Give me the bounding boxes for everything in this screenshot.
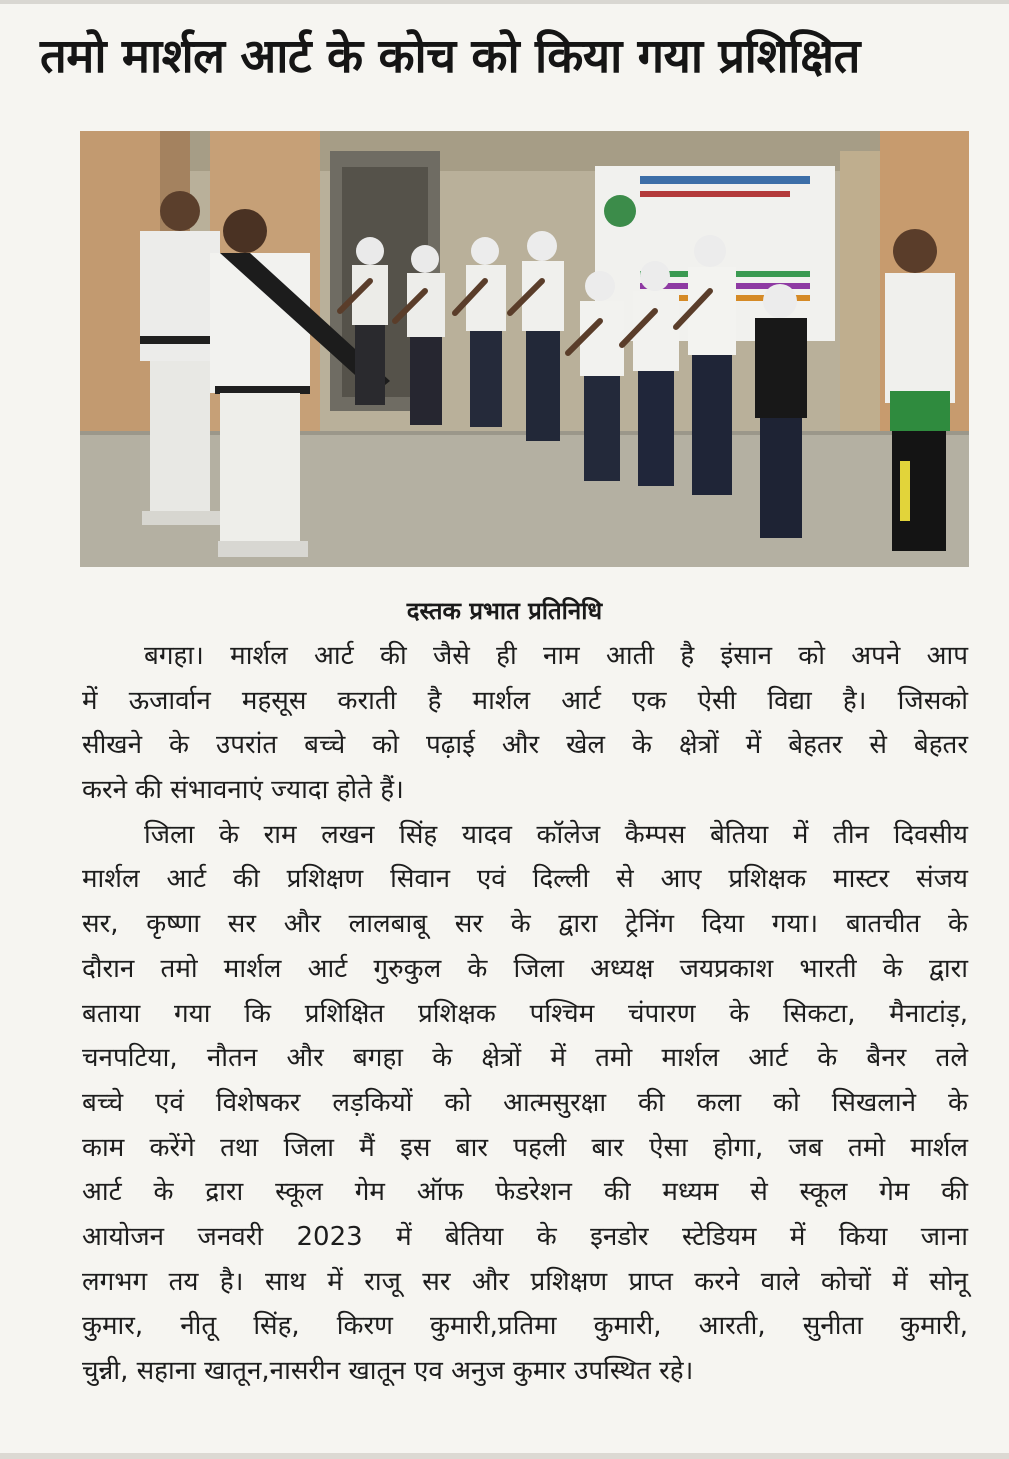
- byline: दस्तक प्रभात प्रतिनिधि: [406, 597, 603, 625]
- article-line: चुन्नी, सहाना खातून,नासरीन खातून एव अनुज कुमार उपस्थित रहे।: [82, 1356, 694, 1386]
- article-line: करने की संभावनाएं ज्यादा होते हैं।: [82, 775, 404, 806]
- article-line: आयोजन जनवरी 2023 में बेतिया के इनडोर स्टेडियम में किया जाना: [82, 1221, 968, 1252]
- page-bottom-edge: [0, 1453, 1009, 1459]
- article-line: सर, कृष्णा सर और लालबाबू सर के द्वारा ट्रेनिंग दिया गया। बातचीत के: [82, 909, 968, 940]
- article-body: [82, 634, 968, 1394]
- article-line: बताया गया कि प्रशिक्षित प्रशिक्षक पश्चिम चंपारण के सिकटा, मैनाटांड़,: [82, 998, 968, 1029]
- article-line: मार्शल आर्ट की प्रशिक्षण सिवान एवं दिल्ली से आए प्रशिक्षक मास्टर संजय: [82, 864, 968, 895]
- page-top-edge: [0, 0, 1009, 4]
- article-line: चनपटिया, नौतन और बगहा के क्षेत्रों में तमो मार्शल आर्ट के बैनर तले: [82, 1043, 968, 1074]
- article-line: जिला के राम लखन सिंह यादव कॉलेज कैम्पस बेतिया में तीन दिवसीय: [144, 819, 968, 850]
- article-line: लगभग तय है। साथ में राजू सर और प्रशिक्षण प्राप्त करने वाले कोचों में सोनू: [82, 1266, 968, 1297]
- training-scene-illustration: [80, 131, 969, 567]
- article-line: कुमार, नीतू सिंह, किरण कुमारी,प्रतिमा कुमारी, आरती, सुनीता कुमारी,: [82, 1311, 968, 1342]
- article-line: बगहा। मार्शल आर्ट की जैसे ही नाम आती है इंसान को अपने आप: [144, 641, 968, 671]
- article-line: में ऊजार्वान महसूस कराती है मार्शल आर्ट एक ऐसी विद्या है। जिसको: [82, 685, 968, 716]
- article-line: काम करेंगे तथा जिला मैं इस बार पहली बार ऐसा होगा, जब तमो मार्शल: [82, 1132, 968, 1163]
- article-line: बच्चे एवं विशेषकर लड़कियों को आत्मसुरक्षा की कला को सिखलाने के: [82, 1087, 968, 1118]
- article-line: सीखने के उपरांत बच्चे को पढ़ाई और खेल के क्षेत्रों में बेहतर से बेहतर: [82, 730, 969, 761]
- article-line: दौरान तमो मार्शल आर्ट गुरुकुल के जिला अध्यक्ष जयप्रकाश भारती के द्वारा: [82, 953, 968, 984]
- article-line: आर्ट के द्रारा स्कूल गेम ऑफ फेडरेशन की मध्यम से स्कूल गेम की: [82, 1177, 968, 1208]
- news-photo: [80, 131, 969, 567]
- headline: तमो मार्शल आर्ट के कोच को किया गया प्रशिक्षित: [40, 29, 860, 84]
